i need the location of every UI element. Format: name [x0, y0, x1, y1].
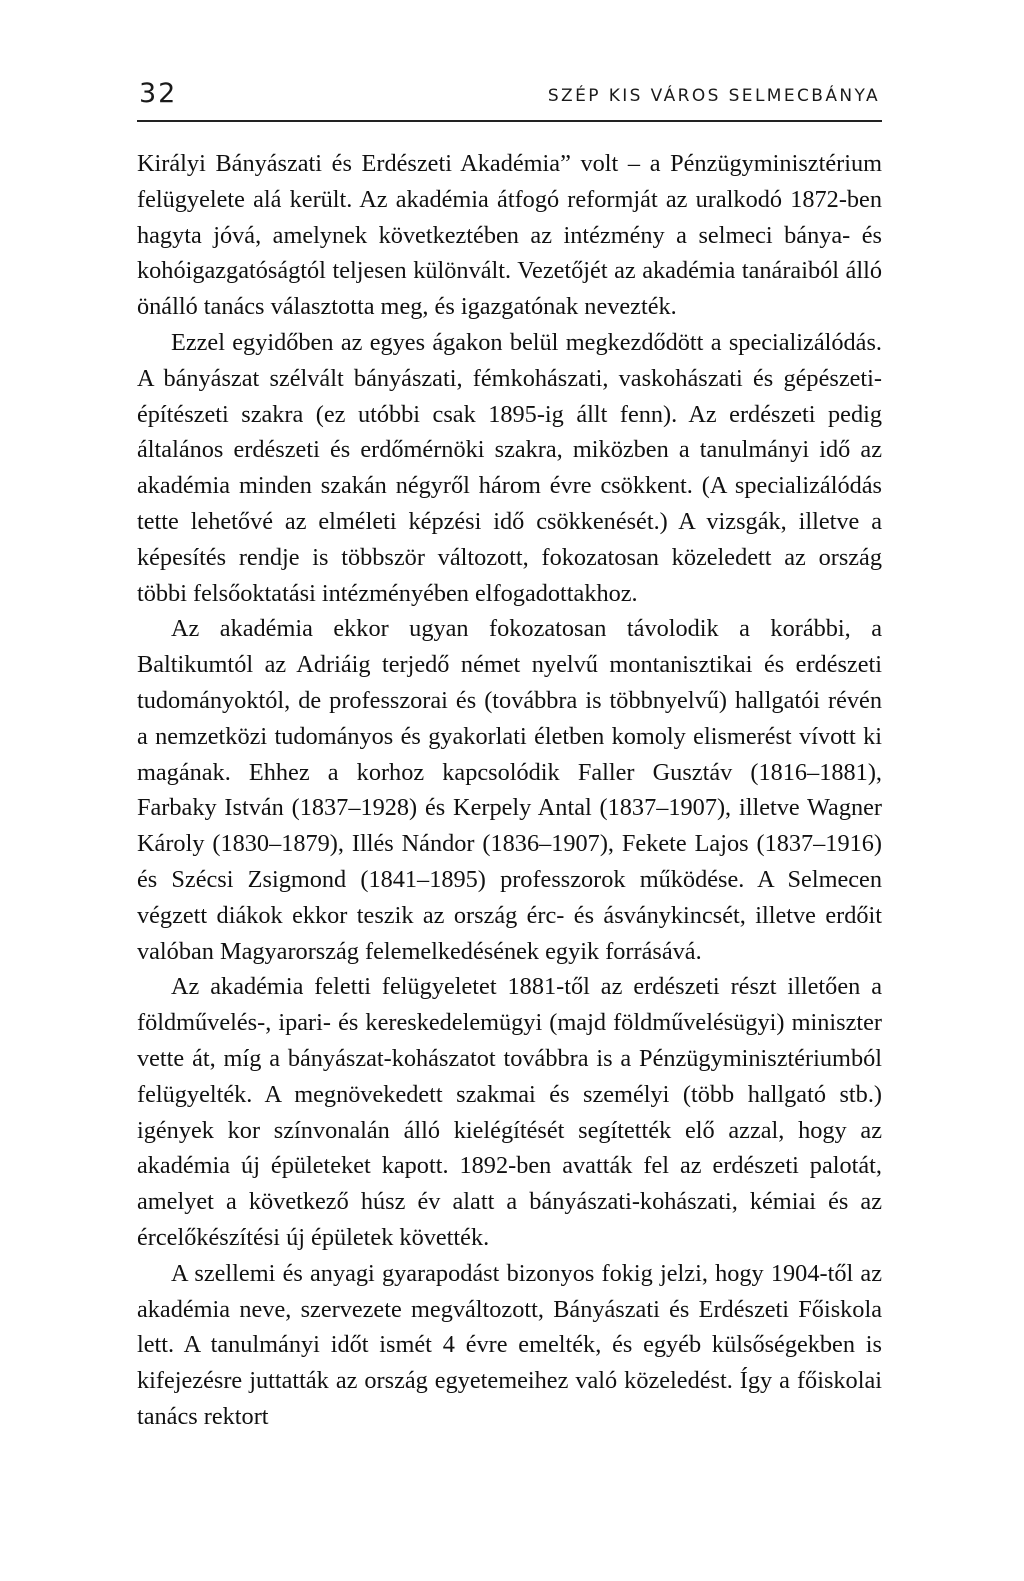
paragraph-3: Az akadémia ekkor ugyan fokozatosan távolodik a korábbi, a Baltikumtól az Adriáig terjedő német nyelvű montanisztikai és erdészeti tudományoktól, de professzorai és (továbbra is többnyelvű) hallgatói révén a nemzetközi tudományos és gyakorlati életben komoly elismerést vívott ki magának. Ehhez a korhoz kapcsolódik Faller Gusztáv (1816–1881), Farbaky István (1837–1928) és Kerpely Antal (1837–1907), illetve Wagner Károly (1830–1879), Illés Nándor (1836–1907), Fekete Lajos (1837–1916) és Szécsi Zsigmond (1841–1895) professzorok működése. A Selmecen végzett diákok ekkor teszik az ország érc- és ásványkincsét, illetve erdőit valóban Magyarország felemelkedésének egyik forrásává.	[137, 615, 882, 965]
running-header	[137, 72, 882, 122]
paragraph-1: Királyi Bányászati és Erdészeti Akadémia” volt – a Pénzügyminisztérium felügyelete alá került. Az akadémia átfogó reformját az uralkodó 1872-ben hagyta jóvá, amelynek következtében az intézmény a selmeci bánya- és kohóigazgatóságtól teljesen különvált. Vezetőjét az akadémia tanáraiból álló önálló tanács választotta meg, és igazgatónak nevezték.	[137, 150, 882, 321]
body-text	[137, 146, 882, 1435]
paragraph-4: Az akadémia feletti felügyeletet 1881-től az erdészeti részt illetően a földművelés-, ipari- és kereskedelemügyi (majd földművelésügyi) miniszter vette át, míg a bányászat-kohászatot továbbra is a Pénzügyminisztériumból felügyelték. A megnövekedett szakmai és személyi (több hallgató stb.) igények kor színvonalán álló kielégítését segítették elő azzal, hogy az akadémia új épületeket kapott. 1892-ben avatták fel az erdészeti palotát, amelyet a következő húsz év alatt a bányászati-kohászati, kémiai és az ércelőkészítési új épületek követték.	[137, 973, 882, 1251]
paragraph-5: A szellemi és anyagi gyarapodást bizonyos fokig jelzi, hogy 1904-től az akadémia neve, szervezete megváltozott, Bányászati és Erdészeti Főiskola lett. A tanulmányi időt ismét 4 évre emelték, és egyéb külsőségekben is kifejezésre juttatták az ország egyetemeihez való közeledést. Így a főiskolai tanács rektort	[137, 1259, 882, 1430]
running-title: SZÉP KIS VÁROS SELMECBÁNYA	[547, 86, 880, 106]
page-number: 32	[139, 78, 178, 109]
paragraph-2: Ezzel egyidőben az egyes ágakon belül megkezdődött a specializálódás. A bányászat szélvált bányászati, fémkohászati, vaskohászati és gépészeti-építészeti szakra (ez utóbbi csak 1895-ig állt fenn). Az erdészeti pedig általános erdészeti és erdőmérnöki szakra, miközben a tanulmányi idő az akadémia minden szakán négyről három évre csökkent. (A specializálódás tette lehetővé az elméleti képzési idő csökkenését.) A vizsgák, illetve a képesítés rendje is többször változott, fokozatosan közeledett az ország többi felsőoktatási intézményében elfogadottakhoz.	[137, 328, 882, 607]
